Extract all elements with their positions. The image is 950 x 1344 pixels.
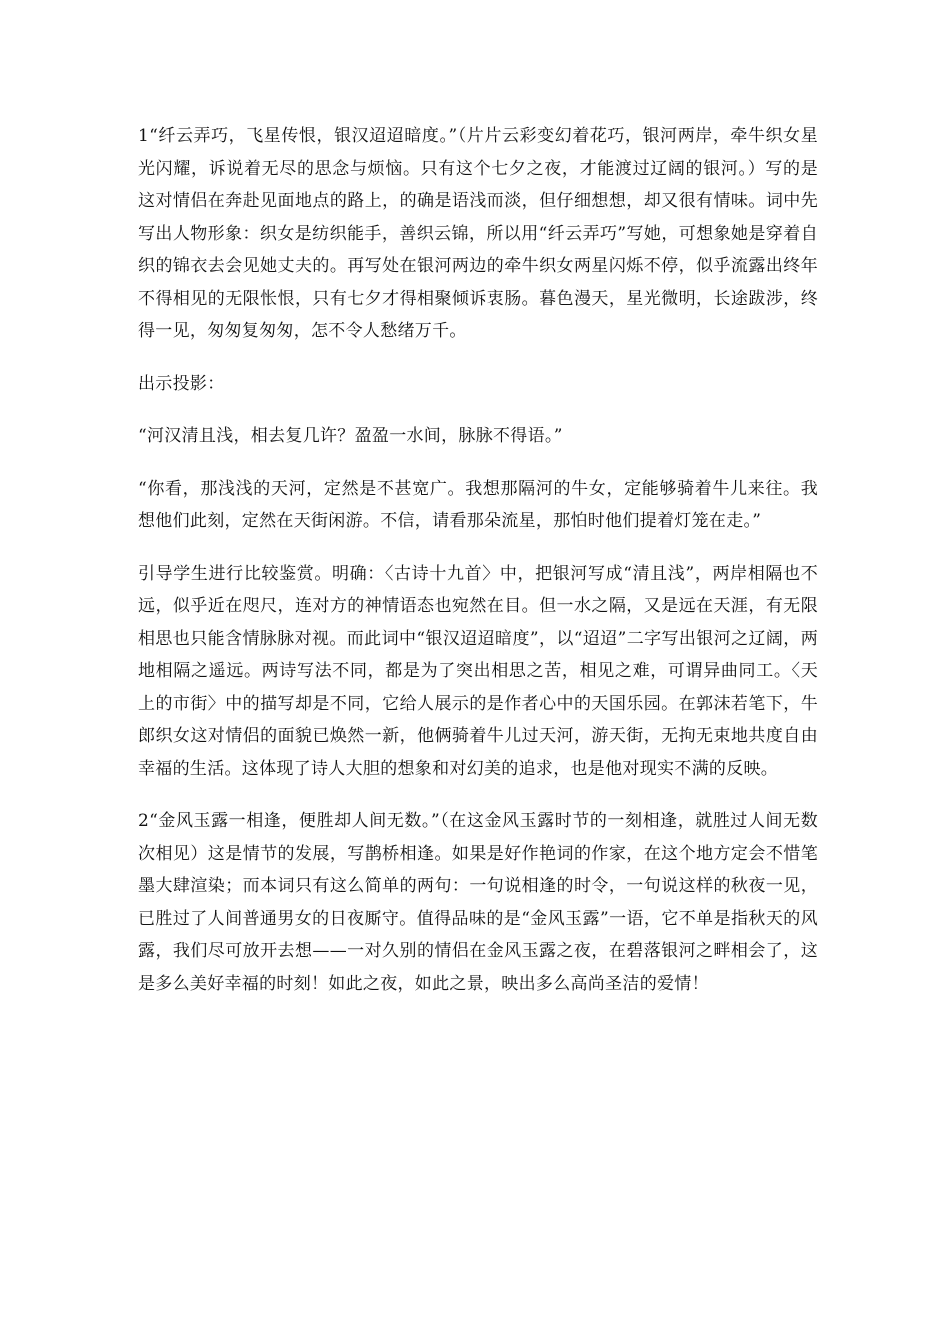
paragraph-6: 2“金风玉露一相逢，便胜却人间无数。”（在这金风玉露时节的一刻相逢，就胜过人间无数次相见）这是情节的发展，写鹊桥相逢。如果是好作艳词的作家，在这个地方定会不惜笔墨大肆渲染；而本词只有这么简单的两句：一句说相逢的时令，一句说这样的秋夜一见，已胜过了人间普通男女的日夜厮守。值得品味的是“金风玉露”一语，它不单是指秋天的风露，我们尽可放开去想——一对久别的情侣在金风玉露之夜，在碧落银河之畔相会了，这是多么美好幸福的时刻！如此之夜，如此之景，映出多么高尚圣洁的爱情！ [138,811,818,994]
paragraph-4: “你看，那浅浅的天河，定然是不甚宽广。我想那隔河的牛女，定能够骑着牛儿来往。我想他们此刻，定然在天街闲游。不信，请看那朵流星，那怕时他们提着灯笼在走。” [138,478,818,531]
paragraph-5: 引导学生进行比较鉴赏。明确：〈古诗十九首〉中，把银河写成“清且浅”，两岸相隔也不远，似乎近在咫尺，连对方的神情语态也宛然在目。但一水之隔，又是远在天涯，有无限相思也只能含情脉脉对视。而此词中“银汉迢迢暗度”，以“迢迢”二字写出银河之辽阔，两地相隔之遥远。两诗写法不同，都是为了突出相思之苦，相见之难，可谓异曲同工。〈天上的市街〉中的描写却是不同，它给人展示的是作者心中的天国乐园。在郭沫若笔下，牛郎织女这对情侣的面貌已焕然一新，他俩骑着牛儿过天河，游天街，无拘无束地共度自由幸福的生活。这体现了诗人大胆的想象和对幻美的追求，也是他对现实不满的反映。 [138,563,818,779]
paragraph-1: 1“纤云弄巧，飞星传恨，银汉迢迢暗度。”（片片云彩变幻着花巧，银河两岸，牵牛织女星光闪耀，诉说着无尽的思念与烦恼。只有这个七夕之夜，才能渡过辽阔的银河。）写的是这对情侣在奔赴见面地点的路上，的确是语浅而淡，但仔细想想，却又很有情味。词中先写出人物形象：织女是纺织能手，善织云锦，所以用“纤云弄巧”写她，可想象她是穿着自织的锦衣去会见她丈夫的。再写处在银河两边的牵牛织女两星闪烁不停，似乎流露出终年不得相见的无限怅恨，只有七夕才得相聚倾诉衷肠。暮色漫天，星光微明，长途跋涉，终得一见，匆匆复匆匆，怎不令人愁绪万千。 [138,126,818,341]
document-body [138,120,818,1020]
paragraph-3: “河汉清且浅，相去复几许？盈盈一水间，脉脉不得语。” [138,426,563,446]
paragraph-2: 出示投影： [138,373,225,394]
